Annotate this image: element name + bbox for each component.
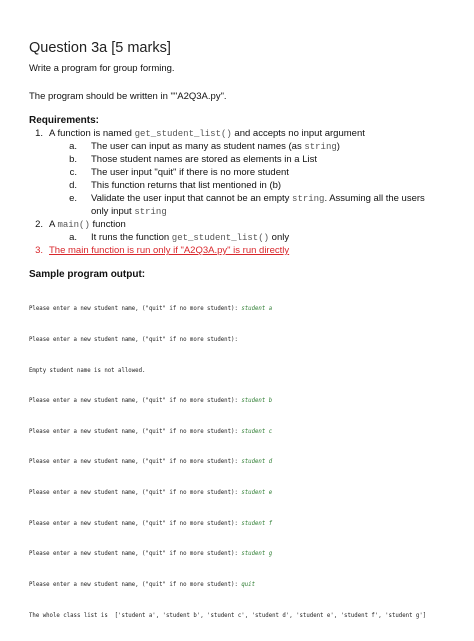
console-prompt: Please enter a new student name, ("quit" if no more student): <box>29 398 242 405</box>
console-prompt: Please enter a new student name, ("quit" if no more student): <box>29 337 242 344</box>
console-line <box>29 396 426 406</box>
subitem-text: Validate the user input that cannot be an empty <box>91 193 293 204</box>
type-code: string <box>292 194 325 204</box>
console-prompt: Please enter a new student name, ("quit" if no more student): <box>29 581 242 588</box>
requirement-item-3 <box>29 245 469 257</box>
console-prompt: Please enter a new student name, ("quit" if no more student): <box>29 551 242 558</box>
subitem-text: This function returns that list mentioned in (b) <box>91 180 282 191</box>
requirement-subitem-1e-cont <box>29 206 469 218</box>
item-text: The main function is run only if "A2Q3A.py" is run directly <box>49 245 290 256</box>
subitem-letter: a. <box>69 232 77 243</box>
subitem-text: only <box>269 232 290 243</box>
console-line <box>29 519 426 529</box>
requirement-subitem-1a <box>29 141 469 153</box>
console-input: student b <box>241 398 273 405</box>
subitem-letter: c. <box>69 167 77 178</box>
requirement-subitem-1b <box>29 154 469 166</box>
subitem-text: only input <box>91 206 135 217</box>
console-result: The whole class list is ['student a', 'student b', 'student c', 'student d', 'student e', 'student f', 'student g'] <box>29 612 427 619</box>
console-prompt: Please enter a new student name, ("quit" if no more student): <box>29 490 242 497</box>
console-input: quit <box>241 581 256 588</box>
item-text: A function is named <box>49 128 135 139</box>
console-prompt: Please enter a new student name, ("quit" if no more student): <box>29 520 242 527</box>
console-line <box>29 488 426 498</box>
console-input: student a <box>241 306 273 313</box>
function-name-code: get_student_list() <box>171 233 270 243</box>
item-text: function <box>89 219 126 230</box>
requirement-subitem-1c <box>29 167 469 179</box>
language-requirement: The program should be written in ""A2Q3A.py". <box>29 91 227 102</box>
subitem-letter: e. <box>69 193 77 204</box>
console-input: student c <box>241 428 273 435</box>
item-number: 1. <box>35 128 43 139</box>
console-prompt: Please enter a new student name, ("quit" if no more student): <box>29 459 242 466</box>
subitem-text: . Assuming all the users <box>324 193 425 204</box>
type-code: string <box>134 207 167 217</box>
subitem-letter: b. <box>69 154 77 165</box>
console-line <box>29 366 426 376</box>
console-prompt: Please enter a new student name, ("quit" if no more student): <box>29 306 242 313</box>
subitem-text: The user input "quit" if there is no more student <box>91 167 289 178</box>
subitem-text: ) <box>336 141 340 152</box>
type-code: string <box>304 142 337 152</box>
function-name-code: main() <box>57 220 90 230</box>
console-input: student g <box>241 551 273 558</box>
requirement-subitem-1d <box>29 180 469 192</box>
console-line <box>29 549 426 559</box>
console-line <box>29 457 426 467</box>
requirement-subitem-1e <box>29 193 469 205</box>
subitem-text: The user can input as many as student names (as <box>91 141 305 152</box>
question-title: Question 3a [5 marks] <box>29 40 171 56</box>
requirement-item-2 <box>29 219 469 231</box>
console-line <box>29 611 426 621</box>
item-text: and accepts no input argument <box>231 128 365 139</box>
question-subtitle: Write a program for group forming. <box>29 63 175 74</box>
sample-output-console <box>29 284 426 641</box>
sample-output-heading: Sample program output: <box>29 269 146 280</box>
console-line <box>29 427 426 437</box>
console-line <box>29 304 426 314</box>
requirement-subitem-2a <box>29 232 469 244</box>
requirements-heading: Requirements: <box>29 115 100 126</box>
console-prompt: Please enter a new student name, ("quit" if no more student): <box>29 428 242 435</box>
console-input: student d <box>241 459 273 466</box>
item-number: 2. <box>35 219 43 230</box>
console-line <box>29 580 426 590</box>
requirement-item-1 <box>29 128 469 140</box>
subitem-letter: a. <box>69 141 77 152</box>
function-name-code: get_student_list() <box>134 129 232 139</box>
item-number: 3. <box>35 245 43 256</box>
console-error: Empty student name is not allowed. <box>29 367 146 374</box>
console-line <box>29 335 426 345</box>
subitem-letter: d. <box>69 180 77 191</box>
item-text: A <box>49 219 58 230</box>
subitem-text: Those student names are stored as elements in a List <box>91 154 318 165</box>
console-input: student f <box>241 520 273 527</box>
subitem-text: It runs the function <box>91 232 172 243</box>
console-input: student e <box>241 490 273 497</box>
